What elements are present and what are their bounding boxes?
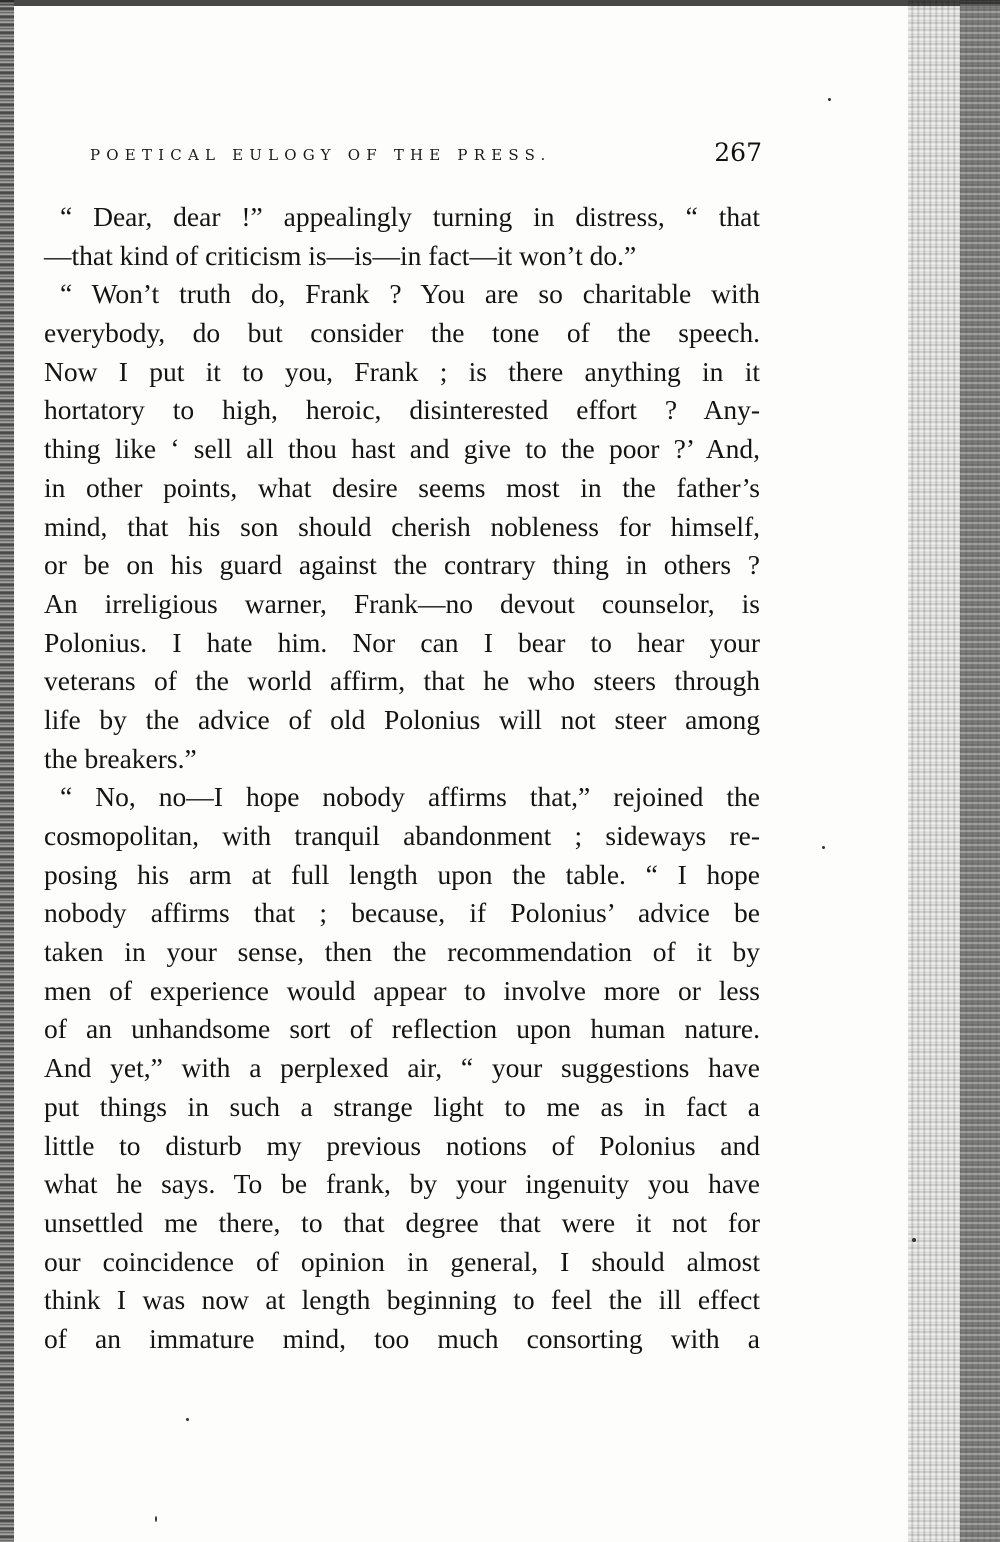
text-line: “ Dear, dear !” appealingly turning in distress, “ that [60,201,760,232]
text-line: mind, that his son should cherish nobleness for himself, [44,510,760,542]
text-line: cosmopolitan, with tranquil abandonment ; sideways re- [44,820,760,851]
text-line: think I was now at length beginning to feel the ill effect [44,1284,760,1316]
running-head: POETICAL EULOGY OF THE PRESS. [90,146,552,164]
text-line: hortatory to high, heroic, disinterested effort ? Any- [44,394,760,426]
ink-speck [155,1516,157,1522]
text-line: of an unhandsome sort of reflection upon human nature. [44,1013,760,1045]
text-line: what he says. To be frank, by your ingenuity you have [44,1168,760,1200]
text-line: or be on his guard against the contrary thing in others ? [44,549,760,581]
text-line: “ Won’t truth do, Frank ? You are so charitable with [60,278,760,310]
text-line: the breakers.” [44,742,197,774]
text-line: An irreligious warner, Frank—no devout counselor, is [44,587,760,619]
text-line: thing like ‘ sell all thou hast and give to the poor ?’ And, [44,433,760,465]
text-line: nobody affirms that ; because, if Polonius’ advice be [44,897,760,929]
text-line: taken in your sense, then the recommendation of it by [44,936,760,968]
ink-speck [912,1238,916,1242]
page-left-binding-edge [0,0,14,1542]
page-right-gutter [908,0,1000,1542]
page-right-shadow [960,0,1000,1542]
text-line: in other points, what desire seems most in the father’s [44,471,760,503]
text-line: unsettled me there, to that degree that were it not for [44,1206,760,1238]
text-line: our coincidence of opinion in general, I should almost [44,1245,760,1277]
text-line: of an immature mind, too much consorting with a [44,1322,760,1354]
text-line: Polonius. I hate him. Nor can I bear to hear your [44,626,760,658]
ink-speck [828,98,831,101]
text-line: put things in such a strange light to me as in fact a [44,1090,760,1122]
text-line: veterans of the world affirm, that he who steers through [44,665,760,697]
text-line: men of experience would appear to involve more or less [44,974,760,1006]
text-line: And yet,” with a perplexed air, “ your suggestions have [44,1052,760,1084]
body-text [44,198,760,1359]
ink-speck [822,846,825,849]
page-number: 267 [714,138,762,167]
ink-speck [186,1418,189,1421]
text-line: little to disturb my previous notions of Polonius and [44,1129,760,1161]
page-top-edge [0,0,1000,6]
text-line: posing his arm at full length upon the table. “ I hope [44,858,760,890]
text-line: —that kind of criticism is—is—in fact—it won’t do.” [44,239,637,271]
text-line: Now I put it to you, Frank ; is there anything in it [44,355,760,387]
text-line: life by the advice of old Polonius will not steer among [44,703,760,735]
page-header [90,138,762,172]
text-line: everybody, do but consider the tone of the speech. [44,317,760,349]
text-line: “ No, no—I hope nobody affirms that,” rejoined the [60,781,760,813]
